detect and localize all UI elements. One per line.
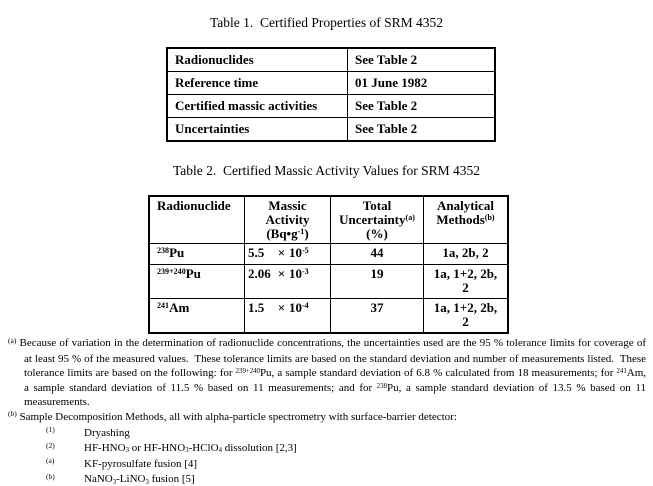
header-massic-activity: Massic Activity $(Bq•g^{-1})$	[245, 196, 331, 244]
footnote-b-item	[46, 457, 646, 473]
footnote-a-marker: (a)	[8, 335, 17, 345]
radionuclide-cell: $^{241}$Am	[149, 299, 245, 334]
table1-certified-properties	[166, 47, 496, 142]
property-label-cell: Reference time	[167, 72, 348, 95]
footnote-a	[8, 336, 646, 410]
property-label-cell: Certified massic activities	[167, 95, 348, 118]
table2-massic-activity-values	[148, 195, 509, 334]
footnote-b-marker: (b)	[8, 409, 17, 419]
table-row	[149, 265, 508, 299]
table-header-row	[149, 196, 508, 244]
footnote-b-item-marker: (a)	[46, 456, 55, 466]
table2-caption: Table 2. Certified Massic Activity Values for SRM 4352	[172, 163, 481, 178]
footnote-b-item-text: KF-pyrosulfate fusion [4]	[84, 457, 198, 470]
header-total-uncertainty: Total Uncertainty$^{(a)}$ (%)	[331, 196, 424, 244]
footnote-b-item-marker: (b)	[46, 471, 55, 481]
uncertainty-cell: 44	[331, 244, 424, 265]
header-radionuclide: Radionuclide	[149, 196, 245, 244]
radionuclide-cell: $^{238}$Pu	[149, 244, 245, 265]
multiplication-sign: ×	[277, 245, 286, 260]
massic-activity-cell	[245, 244, 331, 265]
activity-mantissa: 1.5	[248, 300, 265, 315]
table-row	[149, 244, 508, 265]
table-row	[167, 48, 495, 72]
table-row	[167, 72, 495, 95]
activity-power: $10^{-4}$	[289, 300, 309, 315]
table-row	[167, 95, 495, 118]
activity-exponent: -4	[302, 301, 309, 311]
footnote-b-item	[46, 472, 646, 486]
activity-exponent: -3	[302, 267, 309, 277]
activity-mantissa: 2.06	[248, 266, 271, 281]
property-value-cell: See Table 2	[348, 118, 496, 142]
footnote-b-item-marker: (2)	[46, 440, 55, 450]
property-value-cell: See Table 2	[348, 95, 496, 118]
massic-activity-cell	[245, 299, 331, 334]
property-label-cell: Radionuclides	[167, 48, 348, 72]
footnote-b-item-marker: (1)	[46, 425, 55, 435]
multiplication-sign: ×	[277, 266, 286, 281]
table-row	[149, 299, 508, 334]
methods-cell: 1a, 2b, 2	[424, 244, 509, 265]
footnote-a-text: Because of variation in the determination of radionuclide concentrations, the uncertainties used are the 95 % tolerance limits for coverage of at least 95 % of the measured values. These tolerance limits are based on the standard deviation and number of measurements listed. These tolerance limits are based on the following: for $^{239+240}$Pu, a sample standard deviation of 6.8 % calculated from 18 measurements; for $^{241}$Am, a sample standard deviation of 11.5 % based on 11 measurements; and for $^{238}$Pu, a sample standard deviation of 13.5 % based on 11 measurements.	[19, 337, 647, 409]
multiplication-sign: ×	[277, 300, 286, 315]
activity-power: $10^{-5}$	[289, 245, 309, 260]
massic-activity-cell	[245, 265, 331, 299]
activity-mantissa: 5.5	[248, 245, 265, 260]
footnote-b-item-text: Dryashing	[84, 426, 130, 439]
methods-cell: 1a, 1+2, 2b, 2	[424, 265, 509, 299]
methods-cell: 1a, 1+2, 2b, 2	[424, 299, 509, 334]
footnotes-section	[8, 336, 646, 486]
footnote-b-text: Sample Decomposition Methods, all with alpha-particle spectrometry with surface-barrier detector:	[19, 410, 457, 423]
footnote-b-item-text: NaNO$_3$-LiNO$_3$ fusion [5]	[84, 473, 195, 486]
activity-power: $10^{-3}$	[289, 266, 309, 281]
footnote-b-item	[46, 441, 646, 457]
footnote-b	[8, 410, 646, 426]
property-label-cell: Uncertainties	[167, 118, 348, 142]
activity-exponent: -5	[302, 246, 309, 256]
footnote-b-item	[46, 426, 646, 442]
header-analytical-methods: Analytical Methods$^{(b)}$	[424, 196, 509, 244]
radionuclide-cell: $^{239+240}$Pu	[149, 265, 245, 299]
table1-caption: Table 1. Certified Properties of SRM 4352	[209, 15, 444, 30]
property-value-cell: See Table 2	[348, 48, 496, 72]
table-row	[167, 118, 495, 142]
property-value-cell: 01 June 1982	[348, 72, 496, 95]
uncertainty-cell: 37	[331, 299, 424, 334]
uncertainty-cell: 19	[331, 265, 424, 299]
footnote-b-item-text: $HF-HNO_3$ or $HF-HNO_3-HClO_4$ dissolution [2,3]	[84, 442, 297, 455]
